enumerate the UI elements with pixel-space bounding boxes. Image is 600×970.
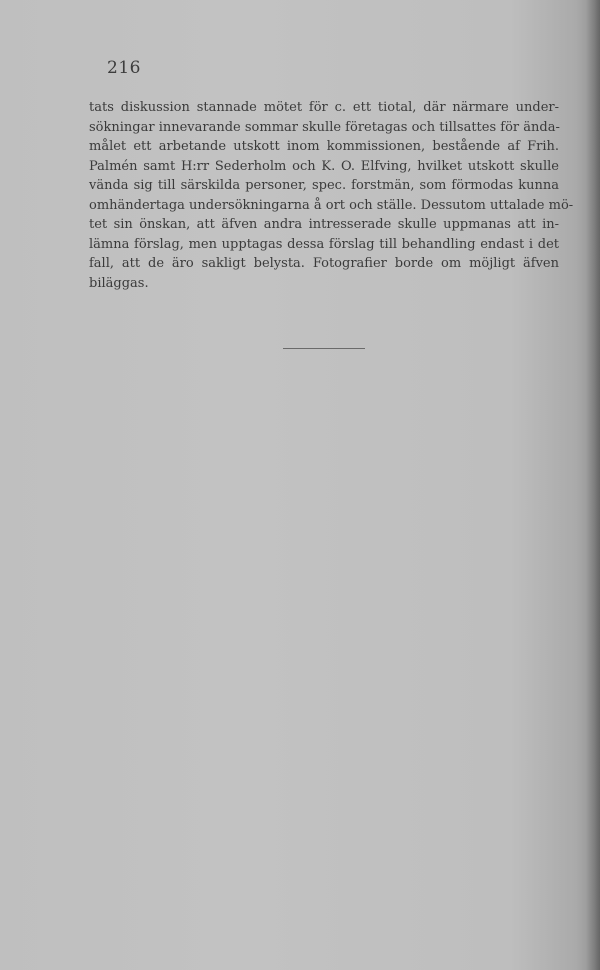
page-number: 216 [107,58,141,78]
text-line: fall, att de äro sakligt belysta. Fotografier borde om möjligt äfven [89,256,559,271]
text-line: tet sin önskan, att äfven andra intresserade skulle uppmanas att in- [89,217,559,232]
text-line: biläggas. [89,275,149,291]
text-line: målet ett arbetande utskott inom kommissionen, bestående af Frih. [89,139,559,154]
text-line: Palmén samt H:rr Sederholm och K. O. Elfving, hvilket utskott skulle [89,158,559,174]
text-line: sökningar innevarande sommar skulle företagas och tillsattes för ända- [89,119,560,135]
body-paragraph [89,98,574,293]
text-line: lämna förslag, men upptagas dessa förslag till behandling endast i det [89,236,559,252]
text-line: tats diskussion stannade mötet för c. ett tiotal, där närmare under- [89,100,559,115]
text-line: omhändertaga undersökningarna å ort och ställe. Dessutom uttalade mö- [89,197,574,213]
text-line: vända sig till särskilda personer, spec. forstmän, som förmodas kunna [89,178,559,193]
page-edge-shadow [586,0,600,970]
section-divider [283,348,365,349]
